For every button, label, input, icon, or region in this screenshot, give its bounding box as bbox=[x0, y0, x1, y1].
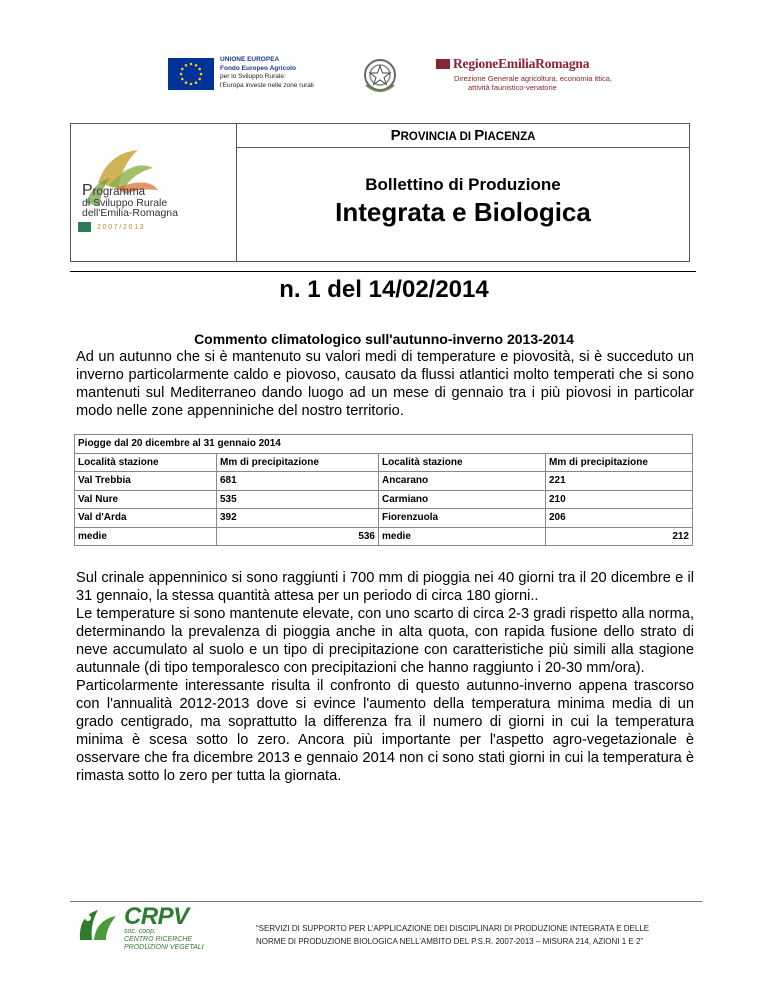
table-row bbox=[75, 490, 693, 509]
comment-paragraph: Ad un autunno che si è mantenuto su valori medi di temperature e piovosità, si è succeduto un inverno particolarmente caldo e piovoso, causato da flussi atlantici molto temperati che si sono mantenuti sul Mediterraneo dando luogo ad un mese di gennaio tra i più piovosi in particolar modo nelle zone appenniniche del nostro territorio. bbox=[76, 349, 694, 419]
comment-body bbox=[76, 569, 694, 785]
psr-years: 2007/2013 bbox=[97, 224, 146, 231]
regione-logo bbox=[436, 56, 612, 92]
table-cell: medie bbox=[75, 527, 217, 546]
table-row bbox=[75, 509, 693, 528]
crpv-sub-line: soc. coop. bbox=[124, 928, 156, 935]
table-cell: 681 bbox=[217, 472, 379, 491]
crpv-subtitle bbox=[124, 928, 204, 952]
eu-line: UNIONE EUROPEA bbox=[220, 56, 280, 63]
eu-line: l'Europa investe nelle zone rurali bbox=[220, 81, 314, 89]
crpv-logo: CRPV bbox=[124, 903, 189, 930]
table-cell: 221 bbox=[546, 472, 693, 491]
province-divider bbox=[237, 147, 689, 148]
bulletin-title: Bollettino di Produzione bbox=[365, 175, 561, 194]
footer-note bbox=[256, 922, 706, 948]
crpv-leaf-icon bbox=[76, 906, 120, 942]
table-header-row bbox=[75, 453, 693, 472]
comment-title: Commento climatologico sull'autunno-inverno 2013-2014 bbox=[194, 331, 574, 347]
eu-line: per lo Sviluppo Rurale: bbox=[220, 73, 286, 80]
table-cell: 535 bbox=[217, 490, 379, 509]
regione-name: RegioneEmiliaRomagna bbox=[453, 56, 590, 71]
comment-paragraph: Sul crinale appenninico si sono raggiunti i 700 mm di pioggia nei 40 giorni tra il 20 dicembre e il 31 gennaio, la stessa quantità attesa per un periodo di circa 180 giorni.. bbox=[76, 570, 694, 604]
issue-number: n. 1 del 14/02/2014 bbox=[279, 276, 489, 303]
comment-paragraph: Particolarmente interessante risulta il confronto di questo autunno-inverno appena trascorso con l'annualità 2012-2013 dove si evince l'aumento della temperatura minima media di un grado centigrado, ma soprattutto la differenza fra il numero di giorni in cui la temperatura minima è scesa sotto lo zero. Ancora più importante per l'aspetto agro-vegetazionale è osservare che fra dicembre 2013 e gennaio 2014 non ci sono stati giorni in cui la temperatura è rimasta sotto lo zero per tutta la giornata. bbox=[76, 678, 694, 784]
eu-flag-logo bbox=[168, 58, 214, 90]
table-row bbox=[75, 472, 693, 491]
italian-emblem-logo bbox=[360, 55, 400, 97]
table-cell: Val d'Arda bbox=[75, 509, 217, 528]
table-cell: 212 bbox=[546, 527, 693, 546]
footer-line: “SERVIZI DI SUPPORTO PER L’APPLICAZIONE DEI DISCIPLINARI DI PRODUZIONE INTEGRATA E DELLE bbox=[256, 924, 650, 933]
table-header: Mm di precipitazione bbox=[217, 453, 379, 472]
table-avg-row bbox=[75, 527, 693, 546]
psr-line: di Sviluppo Rurale bbox=[82, 196, 168, 209]
table-header: Mm di precipitazione bbox=[546, 453, 693, 472]
table-header: Località stazione bbox=[75, 453, 217, 472]
table-cell: 206 bbox=[546, 509, 693, 528]
comment-paragraph: Le temperature si sono mantenute elevate, con uno scarto di circa 2-3 gradi rispetto alla norma, determinando la prevalenza di pioggia anche in alta quota, con rapida fusione dello strato di neve accumulato al suolo e un tipo di precipitazione con caratteristiche più simili alla stagione autunnale (di tipo temporalesco con precipitazioni che hanno raggiunto i 20-30 mm/ora). bbox=[76, 606, 694, 676]
table-cell: Val Trebbia bbox=[75, 472, 217, 491]
table-cell: 536 bbox=[217, 527, 379, 546]
eu-logo-text bbox=[220, 56, 314, 90]
footer-rule bbox=[70, 901, 702, 902]
psr-logo-text bbox=[82, 182, 178, 219]
table-cell: Fiorenzuola bbox=[379, 509, 546, 528]
crpv-sub-line: CENTRO RICERCHE bbox=[124, 936, 193, 943]
footer-line: NORME DI PRODUZIONE BIOLOGICA NELL’AMBITO DEL P.S.R. 2007-2013 – MISURA 214, AZIONI 1 E 2” bbox=[256, 937, 644, 946]
rain-table bbox=[74, 434, 693, 546]
eu-line: Fondo Europeo Agricolo bbox=[220, 64, 296, 72]
bulletin-subtitle: Integrata e Biologica bbox=[335, 197, 591, 227]
issue-rule bbox=[70, 271, 696, 272]
psr-line: dell'Emilia-Romagna bbox=[82, 207, 178, 219]
table-cell: medie bbox=[379, 527, 546, 546]
table-cell: Ancarano bbox=[379, 472, 546, 491]
table-cell: 392 bbox=[217, 509, 379, 528]
table-cell: 210 bbox=[546, 490, 693, 509]
province-title: PROVINCIA DI PIACENZA bbox=[390, 127, 536, 144]
table-cell: Val Nure bbox=[75, 490, 217, 509]
regione-mark-icon bbox=[436, 59, 450, 69]
table-caption: Piogge dal 20 dicembre al 31 gennaio 2014 bbox=[75, 435, 693, 454]
crpv-sub-line: PRODUZIONI VEGETALI bbox=[124, 944, 204, 951]
table-header: Località stazione bbox=[379, 453, 546, 472]
regione-sub-line: attività faunistico-venatorie bbox=[468, 83, 557, 92]
psr-line: Programma bbox=[82, 182, 146, 199]
table-cell: Carmiano bbox=[379, 490, 546, 509]
regione-sub-line: Direzione Generale agricoltura, economia ittica, bbox=[454, 74, 612, 83]
